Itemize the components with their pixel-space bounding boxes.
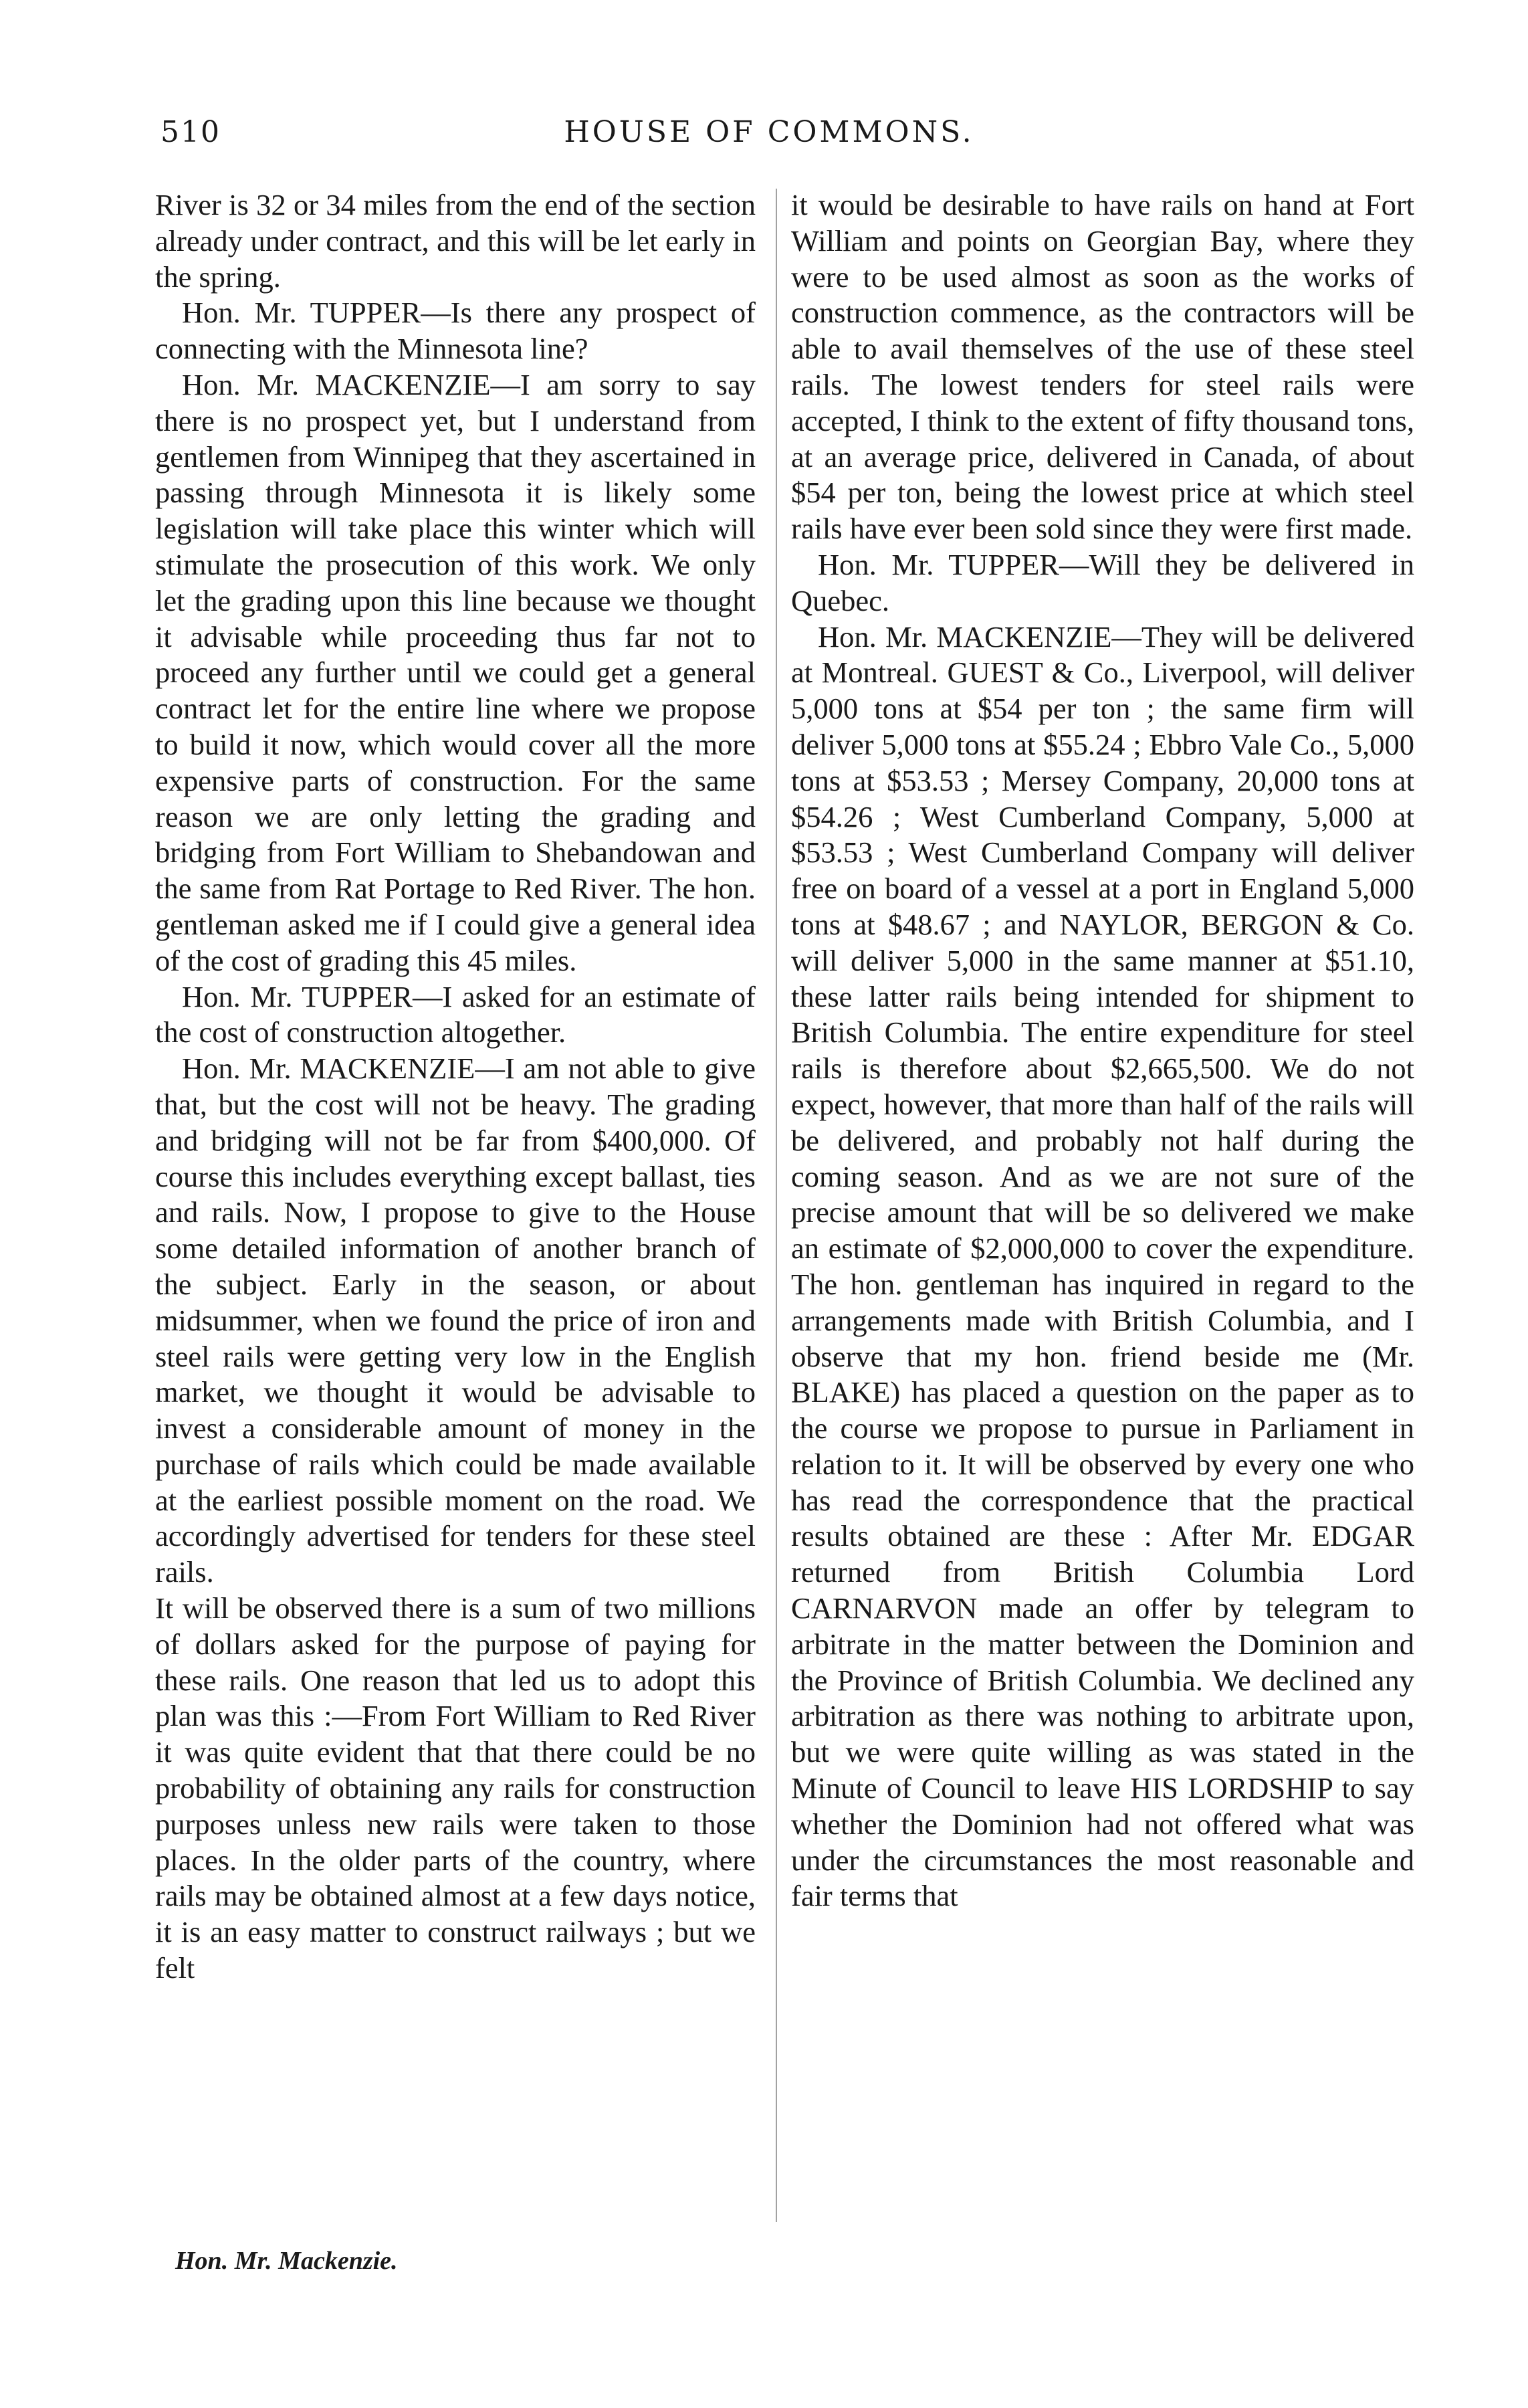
paragraph: it would be desirable to have rails on hand at Fort William and points on Georgian Bay, where they were to be used almost as soon as the works of construction commence, as the contractors will be able to avail themselves of the use of these steel rails. The lowest tenders for steel rails were accepted, I think to the extent of fifty thousand tons, at an average price, delivered in Canada, of about $54 per ton, being the lowest price at which steel rails have ever been sold since they were first made. <box>791 188 1414 546</box>
paragraph: Hon. Mr. TUPPER—Will they be delivered in Quebec. <box>791 547 1414 617</box>
paragraph: Hon. Mr. MACKENZIE—They will be delivered at Montreal. GUEST & Co., Liverpool, will deliver 5,000 tons at $54 per ton ; the same firm will deliver 5,000 tons at $55.24 ; Ebbro Vale Co., 5,000 tons at $53.53 ; Mersey Company, 20,000 tons at $54.26 ; West Cumberland Company, 5,000 at $53.53 ; West Cumberland Company will deliver free on board of a vessel at a port in England 5,000 tons at $48.67 ; and NAYLOR, BERGON & Co. will deliver 5,000 in the same manner at $51.10, these latter rails being intended for shipment to British Columbia. The entire expenditure for steel rails is therefore about $2,665,500. We do not expect, however, that more than half of the rails will be delivered, and probably not half during the coming season. And as we are not sure of the precise amount that will be so delivered we make an estimate of $2,000,000 to cover the expenditure. The hon. gentleman has inquired in regard to the arrangements made with British Columbia, and I observe that my hon. friend beside me (Mr. BLAKE) has placed a question on the paper as to the course we propose to pursue in Parliament in relation to it. It will be observed by every one who has read the correspondence that the practical results obtained are these : After Mr. EDGAR returned from British Columbia Lord CARNARVON made an offer by telegram to arbitrate in the matter between the Dominion and the Province of British Columbia. We declined any arbitration as there was nothing to arbitrate upon, but we were quite willing as was stated in the Minute of Council to leave HIS LORDSHIP to say whether the Dominion had not offered what was under the circumstances the most reasonable and fair terms that <box>791 619 1414 1913</box>
column-divider <box>776 189 777 2222</box>
paragraph: Hon. Mr. MACKENZIE—I am not able to give that, but the cost will not be heavy. The grading and bridging will not be far from $400,000. Of course this includes everything except ballast, ties and rails. Now, I propose to give to the House some detailed information of another branch of the subject. Early in the season, or about midsummer, when we found the price of iron and steel rails were getting very low in the English market, we thought it would be advisable to invest a considerable amount of money in the purchase of rails which could be made available at the earliest possible moment on the road. We accordingly advertised for tenders for these steel rails. <box>155 1051 756 1589</box>
right-column <box>791 187 1414 1914</box>
page-header <box>160 115 1378 162</box>
paragraph: Hon. Mr. TUPPER—I asked for an estimate of the cost of construction altogether. <box>155 979 756 1049</box>
footer-speaker-note: Hon. Mr. Mackenzie. <box>175 2247 398 2275</box>
page-number: 510 <box>160 115 221 149</box>
left-column <box>155 187 756 1987</box>
paragraph: Hon. Mr. TUPPER—Is there any prospect of connecting with the Minnesota line? <box>155 296 756 366</box>
paragraph: River is 32 or 34 miles from the end of the section already under contract, and this will be let early in the spring. <box>155 188 756 294</box>
paragraph: It will be observed there is a sum of two millions of dollars asked for the purpose of paying for these rails. One reason that led us to adopt this plan was this :—From Fort William to Red River it was quite evident that that there could be no probability of obtaining any rails for construction purposes unless new rails were taken to those places. In the older parts of the country, where rails may be obtained almost at a few days notice, it is an easy matter to construct railways ; but we felt <box>155 1591 756 1985</box>
running-head: HOUSE OF COMMONS. <box>564 115 974 149</box>
paragraph: Hon. Mr. MACKENZIE—I am sorry to say there is no prospect yet, but I understand from gentlemen from Winnipeg that they ascertained in passing through Minnesota it is likely some legislation will take place this winter which will stimulate the prosecution of this work. We only let the grading upon this line because we thought it advisable while proceeding thus far not to proceed any further until we could get a general contract let for the entire line where we propose to build it now, which would cover all the more expensive parts of construction. For the same reason we are only letting the grading and bridging from Fort William to Shebandowan and the same from Rat Portage to Red River. The hon. gentleman asked me if I could give a general idea of the cost of grading this 45 miles. <box>155 367 756 977</box>
